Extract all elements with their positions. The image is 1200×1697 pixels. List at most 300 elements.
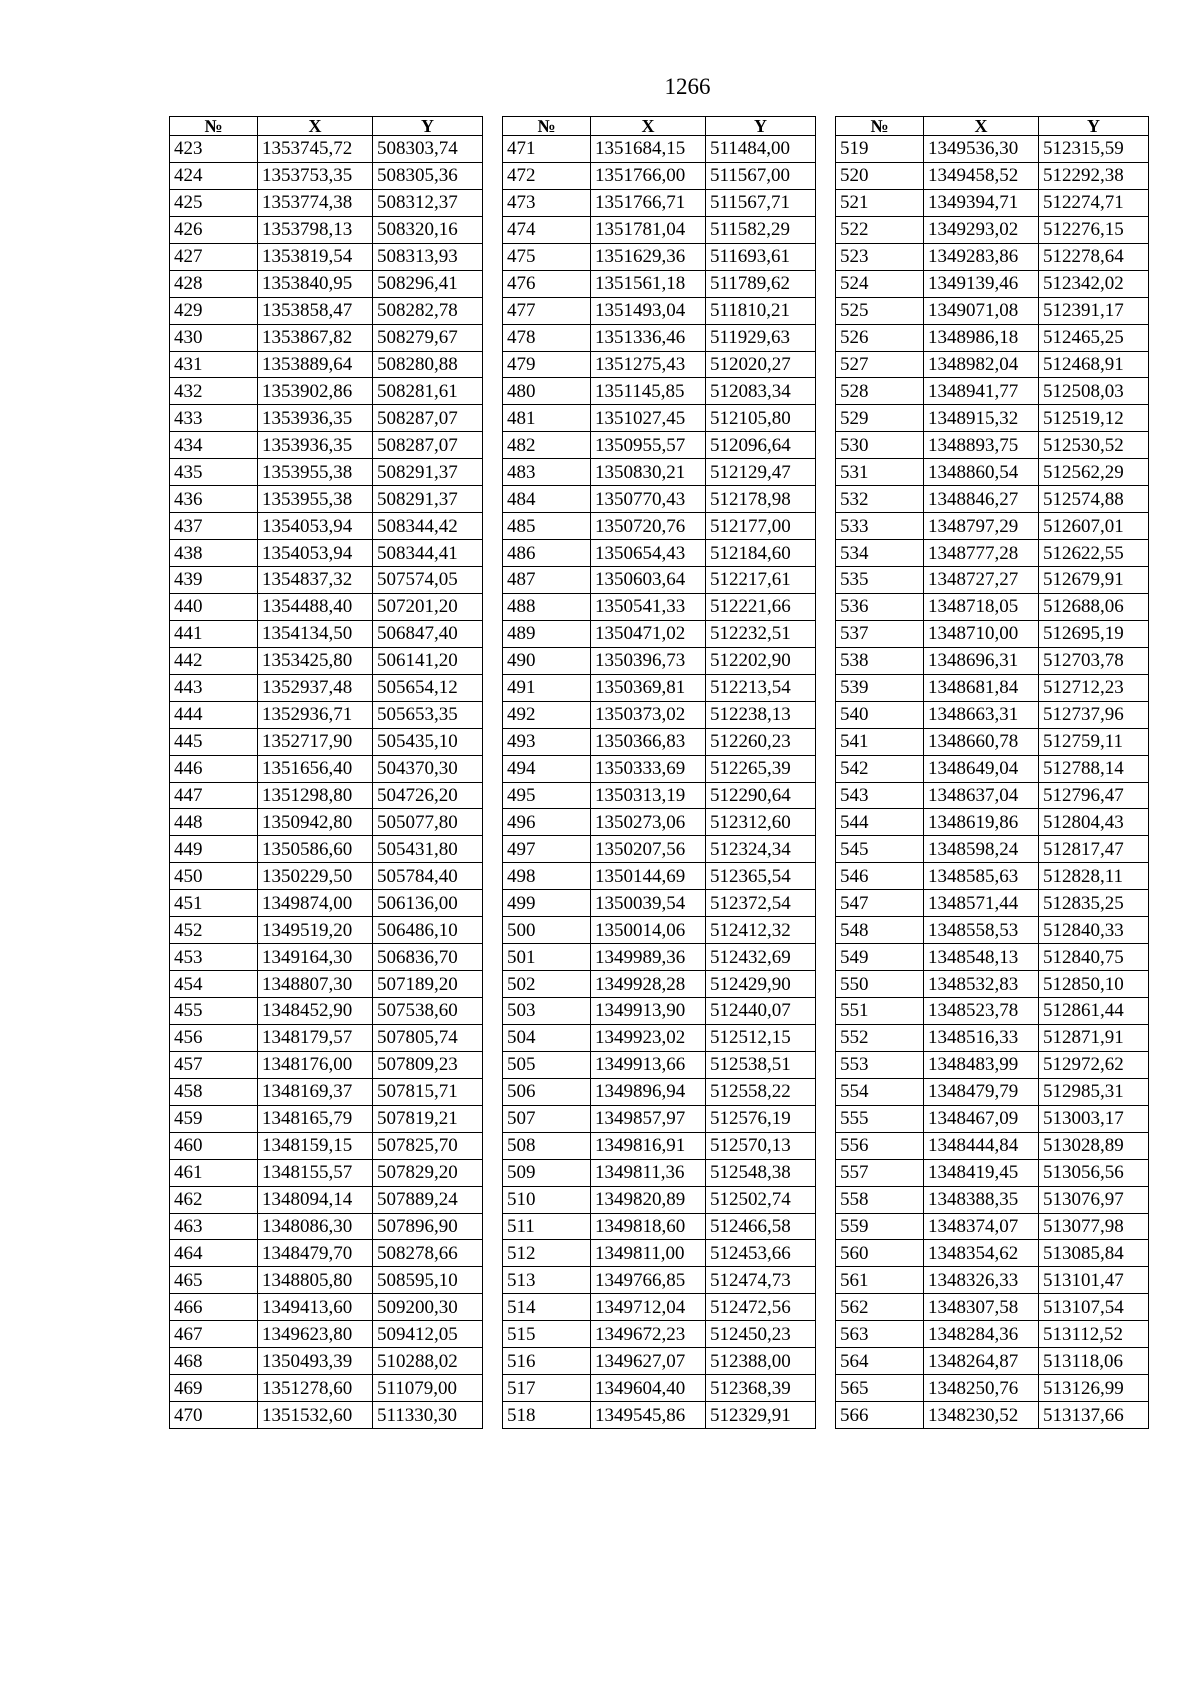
coord-x: 1348155,57 (258, 1159, 373, 1186)
table-row (503, 1159, 816, 1186)
point-number: 470 (170, 1402, 258, 1429)
table-row (836, 998, 1149, 1025)
coord-x: 1349818,60 (591, 1213, 706, 1240)
coord-x: 1348982,04 (924, 351, 1039, 378)
point-number: 488 (503, 593, 591, 620)
coord-x: 1348230,52 (924, 1402, 1039, 1429)
point-number: 541 (836, 728, 924, 755)
point-number: 513 (503, 1267, 591, 1294)
coord-y: 512391,17 (1039, 297, 1149, 324)
coord-x: 1348467,09 (924, 1105, 1039, 1132)
coord-x: 1350014,06 (591, 917, 706, 944)
coord-x: 1353753,35 (258, 162, 373, 189)
coord-x: 1349293,02 (924, 216, 1039, 243)
table-row (503, 405, 816, 432)
coord-x: 1349989,36 (591, 944, 706, 971)
coord-x: 1349913,90 (591, 998, 706, 1025)
coord-y: 512453,66 (706, 1240, 816, 1267)
table-row (170, 971, 483, 998)
point-number: 461 (170, 1159, 258, 1186)
point-number: 563 (836, 1321, 924, 1348)
coord-y: 504726,20 (373, 782, 483, 809)
table-row (170, 728, 483, 755)
coord-x: 1349458,52 (924, 162, 1039, 189)
table-row (503, 189, 816, 216)
table-row (503, 351, 816, 378)
coord-y: 507825,70 (373, 1132, 483, 1159)
table-row (836, 728, 1149, 755)
coord-y: 513077,98 (1039, 1213, 1149, 1240)
coord-x: 1348807,30 (258, 971, 373, 998)
table-row (503, 1240, 816, 1267)
coord-y: 506847,40 (373, 620, 483, 647)
coord-x: 1348663,31 (924, 701, 1039, 728)
coord-x: 1348585,63 (924, 863, 1039, 890)
coord-y: 512759,11 (1039, 728, 1149, 755)
table-row (503, 1078, 816, 1105)
coord-x: 1349896,94 (591, 1078, 706, 1105)
coord-x: 1351656,40 (258, 755, 373, 782)
table-row (170, 216, 483, 243)
point-number: 440 (170, 593, 258, 620)
table-row (503, 1186, 816, 1213)
coord-y: 512184,60 (706, 540, 816, 567)
coord-x: 1348479,79 (924, 1078, 1039, 1105)
coord-y: 512804,43 (1039, 809, 1149, 836)
coord-y: 506136,00 (373, 890, 483, 917)
coord-y: 513107,54 (1039, 1294, 1149, 1321)
point-number: 527 (836, 351, 924, 378)
coord-x: 1351336,46 (591, 324, 706, 351)
coord-x: 1350369,81 (591, 674, 706, 701)
coord-y: 508291,37 (373, 459, 483, 486)
coord-y: 512840,75 (1039, 944, 1149, 971)
point-number: 505 (503, 1051, 591, 1078)
point-number: 447 (170, 782, 258, 809)
table-row (503, 701, 816, 728)
coord-y: 505431,80 (373, 836, 483, 863)
table-row (170, 324, 483, 351)
coord-y: 512861,44 (1039, 998, 1149, 1025)
point-number: 479 (503, 351, 591, 378)
coord-x: 1349627,07 (591, 1348, 706, 1375)
table-row (170, 1024, 483, 1051)
table-row (836, 216, 1149, 243)
coord-x: 1350654,43 (591, 540, 706, 567)
point-number: 526 (836, 324, 924, 351)
coord-x: 1348483,99 (924, 1051, 1039, 1078)
coord-x: 1348797,29 (924, 513, 1039, 540)
coord-y: 507805,74 (373, 1024, 483, 1051)
table-row (503, 432, 816, 459)
point-number: 471 (503, 136, 591, 163)
coord-x: 1348159,15 (258, 1132, 373, 1159)
table-row (503, 863, 816, 890)
table-row (170, 432, 483, 459)
table-row (170, 620, 483, 647)
coord-x: 1353798,13 (258, 216, 373, 243)
point-number: 431 (170, 351, 258, 378)
point-number: 438 (170, 540, 258, 567)
coord-x: 1352936,71 (258, 701, 373, 728)
coord-y: 513028,89 (1039, 1132, 1149, 1159)
coordinate-table-2 (502, 116, 816, 1429)
header-num: № (170, 117, 258, 136)
coord-x: 1354134,50 (258, 620, 373, 647)
table-row (836, 836, 1149, 863)
coord-x: 1348250,76 (924, 1375, 1039, 1402)
coord-y: 512817,47 (1039, 836, 1149, 863)
point-number: 458 (170, 1078, 258, 1105)
point-number: 544 (836, 809, 924, 836)
table-row (503, 836, 816, 863)
coord-x: 1348176,00 (258, 1051, 373, 1078)
coord-y: 512368,39 (706, 1375, 816, 1402)
table-row (836, 324, 1149, 351)
table-row (170, 459, 483, 486)
table-row (170, 189, 483, 216)
coord-x: 1350229,50 (258, 863, 373, 890)
point-number: 497 (503, 836, 591, 863)
table-row (503, 782, 816, 809)
coord-x: 1353955,38 (258, 459, 373, 486)
table-row (503, 1321, 816, 1348)
coord-x: 1350313,19 (591, 782, 706, 809)
point-number: 518 (503, 1402, 591, 1429)
point-number: 531 (836, 459, 924, 486)
table-row (836, 1294, 1149, 1321)
coord-x: 1353867,82 (258, 324, 373, 351)
coord-x: 1351532,60 (258, 1402, 373, 1429)
table-row (170, 809, 483, 836)
point-number: 502 (503, 971, 591, 998)
coord-x: 1348479,70 (258, 1240, 373, 1267)
coord-y: 512276,15 (1039, 216, 1149, 243)
coord-y: 507815,71 (373, 1078, 483, 1105)
point-number: 548 (836, 917, 924, 944)
table-row (503, 1213, 816, 1240)
header-num: № (836, 117, 924, 136)
point-number: 490 (503, 647, 591, 674)
coord-y: 512221,66 (706, 593, 816, 620)
coord-y: 512512,15 (706, 1024, 816, 1051)
coord-x: 1348915,32 (924, 405, 1039, 432)
point-number: 423 (170, 136, 258, 163)
table-row (170, 351, 483, 378)
coord-x: 1350603,64 (591, 567, 706, 594)
table-row (836, 243, 1149, 270)
coord-y: 506141,20 (373, 647, 483, 674)
coord-x: 1348558,53 (924, 917, 1039, 944)
coord-y: 513118,06 (1039, 1348, 1149, 1375)
coordinate-tables (169, 116, 1144, 1429)
coord-y: 512474,73 (706, 1267, 816, 1294)
coord-y: 512835,25 (1039, 890, 1149, 917)
table-row (836, 459, 1149, 486)
point-number: 472 (503, 162, 591, 189)
point-number: 453 (170, 944, 258, 971)
point-number: 499 (503, 890, 591, 917)
coord-x: 1348649,04 (924, 755, 1039, 782)
coord-x: 1348718,05 (924, 593, 1039, 620)
coord-x: 1349139,46 (924, 270, 1039, 297)
point-number: 566 (836, 1402, 924, 1429)
coord-x: 1349766,85 (591, 1267, 706, 1294)
coord-x: 1348548,13 (924, 944, 1039, 971)
table-row (170, 944, 483, 971)
coord-x: 1350373,02 (591, 701, 706, 728)
point-number: 546 (836, 863, 924, 890)
coord-x: 1350333,69 (591, 755, 706, 782)
coord-x: 1348893,75 (924, 432, 1039, 459)
point-number: 506 (503, 1078, 591, 1105)
coord-x: 1349672,23 (591, 1321, 706, 1348)
point-number: 549 (836, 944, 924, 971)
point-number: 557 (836, 1159, 924, 1186)
table-row (836, 405, 1149, 432)
coord-x: 1353840,95 (258, 270, 373, 297)
point-number: 515 (503, 1321, 591, 1348)
table-row (836, 270, 1149, 297)
coord-x: 1353774,38 (258, 189, 373, 216)
coord-y: 507201,20 (373, 593, 483, 620)
point-number: 520 (836, 162, 924, 189)
coord-y: 512472,56 (706, 1294, 816, 1321)
table-row (170, 405, 483, 432)
coord-y: 512468,91 (1039, 351, 1149, 378)
coord-y: 509412,05 (373, 1321, 483, 1348)
coord-y: 508287,07 (373, 405, 483, 432)
coord-y: 508320,16 (373, 216, 483, 243)
table-row (836, 297, 1149, 324)
point-number: 509 (503, 1159, 591, 1186)
point-number: 427 (170, 243, 258, 270)
coord-y: 511330,30 (373, 1402, 483, 1429)
coord-y: 512388,00 (706, 1348, 816, 1375)
coord-x: 1353936,35 (258, 405, 373, 432)
coord-y: 512538,51 (706, 1051, 816, 1078)
table-row (170, 593, 483, 620)
point-number: 449 (170, 836, 258, 863)
table-row (170, 1132, 483, 1159)
point-number: 533 (836, 513, 924, 540)
point-number: 437 (170, 513, 258, 540)
table-row (503, 755, 816, 782)
coord-x: 1353425,80 (258, 647, 373, 674)
coord-y: 511789,62 (706, 270, 816, 297)
table-row (170, 297, 483, 324)
table-row (503, 324, 816, 351)
coord-x: 1348523,78 (924, 998, 1039, 1025)
header-num: № (503, 117, 591, 136)
coord-y: 513076,97 (1039, 1186, 1149, 1213)
coord-x: 1349857,97 (591, 1105, 706, 1132)
coord-x: 1348860,54 (924, 459, 1039, 486)
coord-x: 1354053,94 (258, 540, 373, 567)
coord-x: 1349923,02 (591, 1024, 706, 1051)
point-number: 560 (836, 1240, 924, 1267)
point-number: 545 (836, 836, 924, 863)
point-number: 463 (170, 1213, 258, 1240)
coord-y: 512329,91 (706, 1402, 816, 1429)
point-number: 486 (503, 540, 591, 567)
point-number: 459 (170, 1105, 258, 1132)
point-number: 478 (503, 324, 591, 351)
point-number: 468 (170, 1348, 258, 1375)
coord-y: 512105,80 (706, 405, 816, 432)
point-number: 475 (503, 243, 591, 270)
coord-y: 512712,23 (1039, 674, 1149, 701)
coord-x: 1353745,72 (258, 136, 373, 163)
table-row (170, 836, 483, 863)
point-number: 503 (503, 998, 591, 1025)
table-row (836, 647, 1149, 674)
table-row (836, 1024, 1149, 1051)
point-number: 452 (170, 917, 258, 944)
coord-x: 1348571,44 (924, 890, 1039, 917)
point-number: 432 (170, 378, 258, 405)
point-number: 487 (503, 567, 591, 594)
coord-y: 512129,47 (706, 459, 816, 486)
coordinate-table-1 (169, 116, 483, 1429)
coord-y: 508281,61 (373, 378, 483, 405)
table-row (503, 674, 816, 701)
coord-x: 1351766,71 (591, 189, 706, 216)
point-number: 558 (836, 1186, 924, 1213)
table-row (836, 593, 1149, 620)
coord-y: 512688,06 (1039, 593, 1149, 620)
coord-y: 512290,64 (706, 782, 816, 809)
table-row (170, 701, 483, 728)
coord-y: 505654,12 (373, 674, 483, 701)
point-number: 492 (503, 701, 591, 728)
coord-y: 512519,12 (1039, 405, 1149, 432)
coord-y: 512440,07 (706, 998, 816, 1025)
coord-y: 512530,52 (1039, 432, 1149, 459)
point-number: 454 (170, 971, 258, 998)
coord-x: 1348179,57 (258, 1024, 373, 1051)
table-row (170, 162, 483, 189)
coord-x: 1354488,40 (258, 593, 373, 620)
point-number: 539 (836, 674, 924, 701)
point-number: 516 (503, 1348, 591, 1375)
table-row (170, 1267, 483, 1294)
point-number: 434 (170, 432, 258, 459)
coord-x: 1354053,94 (258, 513, 373, 540)
table-row (170, 1240, 483, 1267)
point-number: 565 (836, 1375, 924, 1402)
coord-y: 512576,19 (706, 1105, 816, 1132)
table-row (170, 782, 483, 809)
table-row (503, 459, 816, 486)
point-number: 448 (170, 809, 258, 836)
coord-x: 1348086,30 (258, 1213, 373, 1240)
coord-x: 1351278,60 (258, 1375, 373, 1402)
table-row (170, 1375, 483, 1402)
coord-y: 512548,38 (706, 1159, 816, 1186)
table-row (836, 1375, 1149, 1402)
table-row (170, 1294, 483, 1321)
table-row (503, 728, 816, 755)
coord-x: 1348777,28 (924, 540, 1039, 567)
point-number: 462 (170, 1186, 258, 1213)
point-number: 450 (170, 863, 258, 890)
coord-x: 1353819,54 (258, 243, 373, 270)
coord-x: 1349536,30 (924, 136, 1039, 163)
table-row (503, 136, 816, 163)
table-row (170, 1051, 483, 1078)
coord-y: 512217,61 (706, 567, 816, 594)
coord-x: 1348805,80 (258, 1267, 373, 1294)
point-number: 443 (170, 674, 258, 701)
table-row (503, 1267, 816, 1294)
table-row (836, 189, 1149, 216)
table-row (836, 162, 1149, 189)
coord-y: 511567,71 (706, 189, 816, 216)
point-number: 444 (170, 701, 258, 728)
coord-x: 1350273,06 (591, 809, 706, 836)
coord-x: 1349283,86 (924, 243, 1039, 270)
coord-y: 508305,36 (373, 162, 483, 189)
coord-y: 513003,17 (1039, 1105, 1149, 1132)
point-number: 564 (836, 1348, 924, 1375)
coord-x: 1349545,86 (591, 1402, 706, 1429)
point-number: 451 (170, 890, 258, 917)
table-row (170, 998, 483, 1025)
header-x: X (591, 117, 706, 136)
point-number: 483 (503, 459, 591, 486)
coord-y: 512278,64 (1039, 243, 1149, 270)
table-row (836, 1267, 1149, 1294)
coord-y: 508279,67 (373, 324, 483, 351)
point-number: 538 (836, 647, 924, 674)
table-row (503, 890, 816, 917)
table-row (503, 971, 816, 998)
table-row (836, 1105, 1149, 1132)
point-number: 532 (836, 486, 924, 513)
coord-x: 1348284,36 (924, 1321, 1039, 1348)
table-row (503, 486, 816, 513)
table-row (836, 1240, 1149, 1267)
coord-y: 511567,00 (706, 162, 816, 189)
table-row (836, 513, 1149, 540)
table-row (836, 917, 1149, 944)
coord-y: 508278,66 (373, 1240, 483, 1267)
table-row (503, 1051, 816, 1078)
coord-y: 505435,10 (373, 728, 483, 755)
point-number: 501 (503, 944, 591, 971)
coord-x: 1349811,00 (591, 1240, 706, 1267)
coord-y: 512850,10 (1039, 971, 1149, 998)
table-row (170, 378, 483, 405)
table-row (503, 647, 816, 674)
coord-x: 1353955,38 (258, 486, 373, 513)
table-row (503, 243, 816, 270)
point-number: 517 (503, 1375, 591, 1402)
coord-x: 1351027,45 (591, 405, 706, 432)
coord-x: 1350955,57 (591, 432, 706, 459)
coord-x: 1351561,18 (591, 270, 706, 297)
coord-x: 1352717,90 (258, 728, 373, 755)
table-row (503, 162, 816, 189)
table-row (170, 1186, 483, 1213)
coord-x: 1350396,73 (591, 647, 706, 674)
coord-x: 1350366,83 (591, 728, 706, 755)
table-row (836, 136, 1149, 163)
table-row (836, 540, 1149, 567)
coord-x: 1349604,40 (591, 1375, 706, 1402)
coord-y: 512679,91 (1039, 567, 1149, 594)
